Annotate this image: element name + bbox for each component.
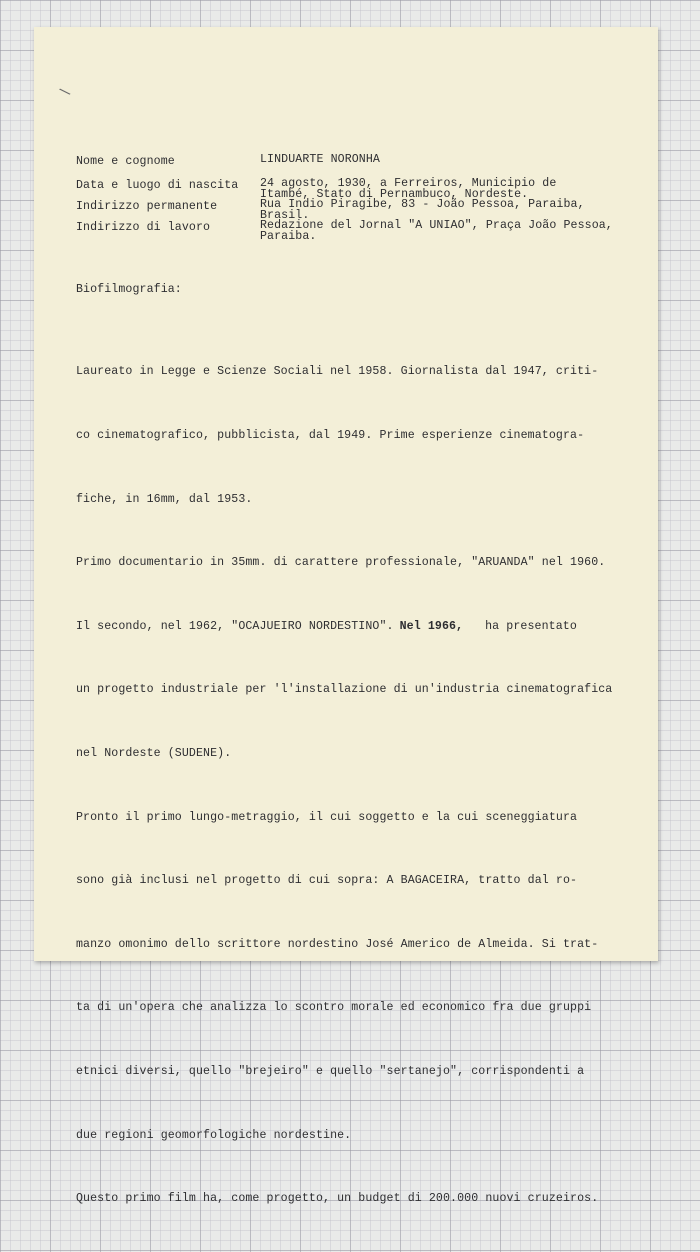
text-line: manzo omonimo dello scrittore nordestino José Americo de Almeida. Si trat- [76,937,599,951]
field-label: Indirizzo di lavoro [76,221,211,234]
text-line: Primo documentario in 35mm. di carattere professionale, "ARUANDA" nel 1960. [76,556,606,570]
biography-text [76,319,612,1252]
field-work-address [76,219,613,273]
text-line: co cinematografico, pubblicista, dal 1949. Prime esperienze cinematogra- [76,429,585,442]
text-line: un progetto industriale per 'l'installazione di un'industria cinematografica [76,683,613,697]
field-label: Indirizzo permanente [76,200,218,213]
text-line: Laureato in Legge e Scienze Sociali nel 1958. Giornalista dal 1947, criti- [76,365,599,379]
field-value-line: Itambé, Stato di Pernambuco, Nordeste. [260,187,529,201]
field-value: LINDUARTE NORONHA [260,153,380,166]
field-value [260,179,556,200]
field-value-line: 24 agosto, 1930, a Ferreiros, Municipio de [260,177,557,190]
pencil-mark: \ [57,84,75,103]
text-line [76,616,612,637]
text-line: due regioni geomorfologiche nordestine. [76,1128,352,1142]
field-value-line: Brasil. [260,208,310,222]
field-value [260,200,585,221]
text-line: nel Nordeste (SUDENE). [76,746,232,760]
document-page [34,27,658,1206]
text-line: fiche, in 16mm, dal 1953. [76,492,253,506]
field-value [260,221,613,242]
text-line: etnici diversi, quello "brejeiro" e quello "sertanejo", corrispondenti a [76,1064,585,1078]
text-line: Questo primo film ha, come progetto, un budget di 200.000 nuovi cruzeiros. [76,1192,599,1206]
text-segment: Il secondo, nel 1962, "OCAJUEIRO NORDESTINO". [76,619,394,633]
field-value-line: Paraiba. [260,229,317,243]
text-line: sono già inclusi nel progetto di cui sopra: A BAGACEIRA, tratto dal ro- [76,874,578,888]
text-segment: ha presentato [485,619,577,633]
text-segment-bold: Nel 1966, [399,619,464,633]
field-value-line: Redazione del Jornal "A UNIAO", Praça João Pessoa, [260,219,613,232]
section-heading: Biofilmografia: [76,283,182,296]
field-value-line: Rua Indio Piragibe, 83 - João Pessoa, Paraiba, [260,198,585,211]
field-label: Data e luogo di nascita [76,179,239,192]
text-line: Pronto il primo lungo-metraggio, il cui soggetto e la cui sceneggiatura [76,810,578,824]
field-label: Nome e cognome [76,155,175,168]
text-line: ta di un'opera che analizza lo scontro morale ed economico fra due gruppi [76,1001,592,1015]
